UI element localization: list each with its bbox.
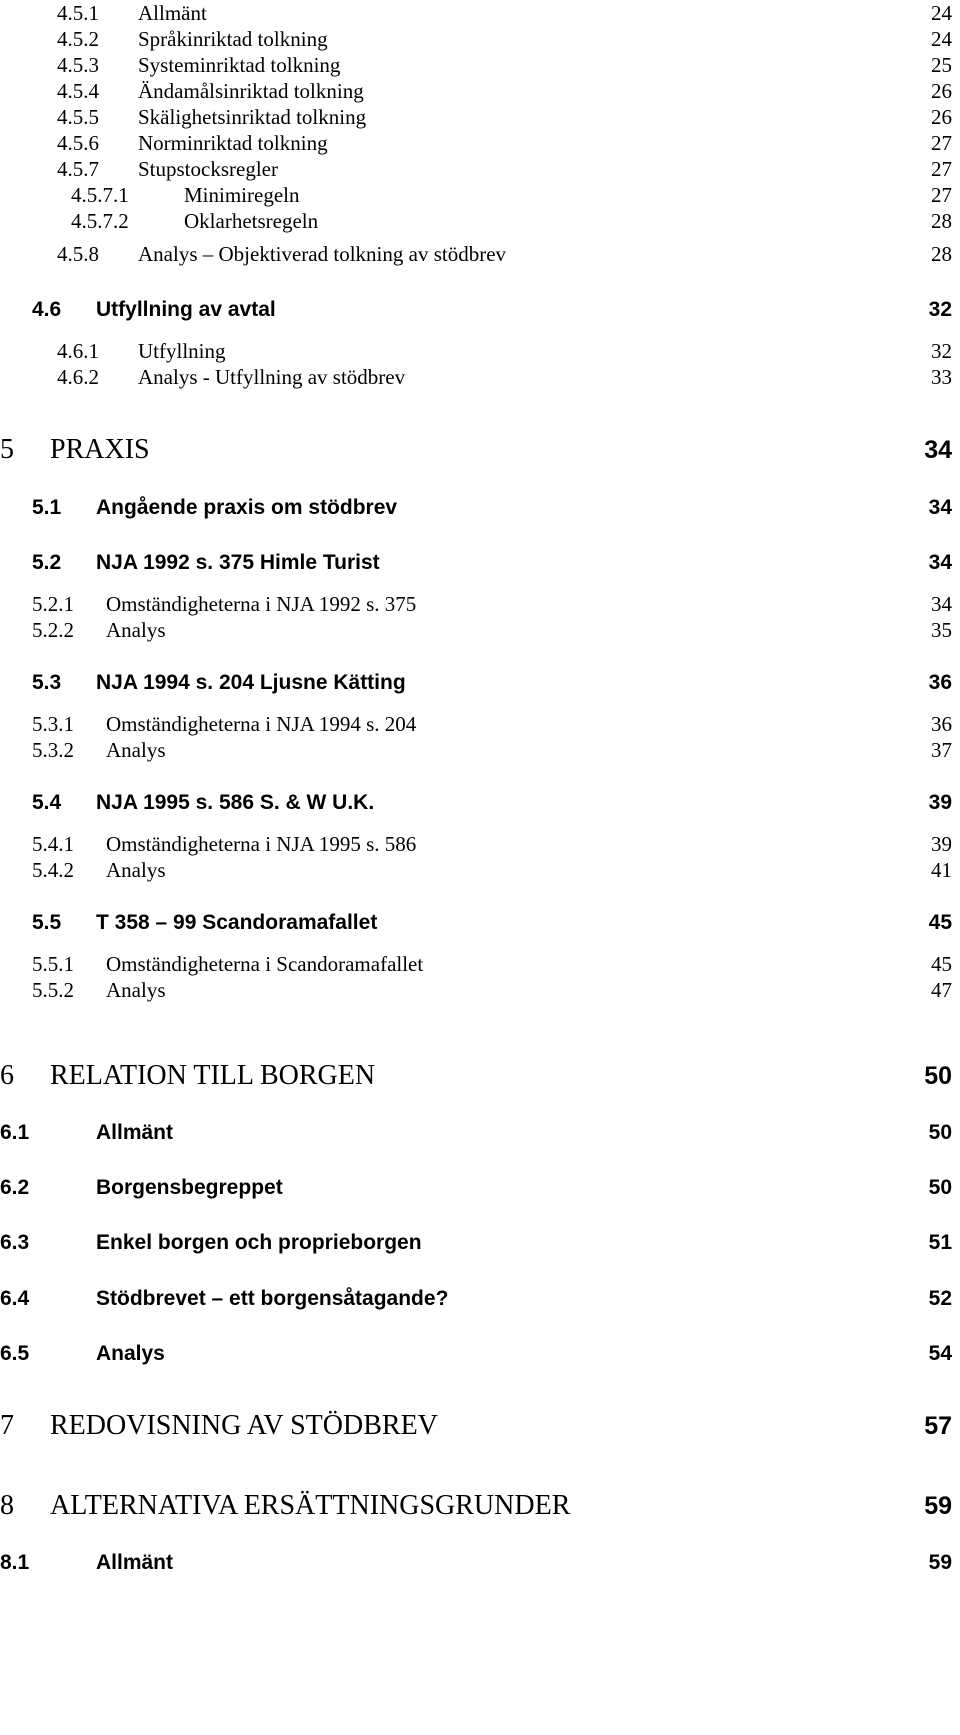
entry-title: Omständigheterna i NJA 1995 s. 586 — [106, 832, 417, 856]
entry-title: Borgensbegreppet — [96, 1176, 283, 1199]
entry-title: Analys - Utfyllning av stödbrev — [138, 365, 406, 389]
entry-number: 4.5.5 — [57, 105, 99, 129]
chapter-number: 5 — [0, 434, 14, 465]
entry-title: Språkinriktad tolkning — [138, 27, 328, 51]
entry-page: 45 — [928, 911, 952, 934]
chapter-number: 8 — [0, 1490, 14, 1521]
entry-page: 34 — [928, 496, 952, 519]
chapter-title: RELATION TILL BORGEN — [50, 1060, 376, 1091]
entry-number: 5.2.2 — [32, 618, 74, 642]
entry-page: 59 — [928, 1551, 952, 1574]
entry-page: 35 — [931, 618, 952, 642]
chapter-title: PRAXIS — [50, 434, 150, 465]
entry-page: 39 — [931, 832, 952, 856]
entry-number: 4.5.2 — [57, 27, 99, 51]
entry-number: 4.5.3 — [57, 53, 99, 77]
entry-number: 4.6 — [32, 298, 62, 321]
entry-number: 4.5.6 — [57, 131, 99, 155]
entry-number: 6.2 — [0, 1176, 30, 1199]
entry-title: Norminriktad tolkning — [138, 131, 328, 155]
entry-number: 5.3.1 — [32, 712, 74, 736]
entry-title: Analys – Objektiverad tolkning av stödbrev — [138, 242, 507, 266]
entry-page: 54 — [928, 1342, 952, 1365]
entry-number: 5.2.1 — [32, 592, 74, 616]
chapter-number: 7 — [0, 1410, 14, 1441]
entry-title: Stödbrevet – ett borgensåtagande? — [96, 1287, 449, 1310]
entry-number: 4.5.8 — [57, 242, 99, 266]
entry-title: Oklarhetsregeln — [184, 209, 319, 233]
entry-title: Analys — [106, 858, 166, 882]
entry-number: 5.5 — [32, 911, 62, 934]
entry-page: 50 — [928, 1176, 952, 1199]
entry-page: 27 — [931, 183, 952, 207]
entry-page: 41 — [931, 858, 952, 882]
entry-title: Minimiregeln — [184, 183, 300, 207]
entry-page: 45 — [931, 952, 952, 976]
entry-title: Stupstocksregler — [138, 157, 278, 181]
entry-number: 4.5.7.2 — [71, 209, 129, 233]
entry-title: T 358 – 99 Scandoramafallet — [96, 911, 378, 934]
entry-page: 28 — [931, 242, 952, 266]
entry-number: 4.5.1 — [57, 1, 99, 25]
entry-number: 4.6.1 — [57, 339, 99, 363]
entry-title: Analys — [106, 618, 166, 642]
entry-page: 47 — [931, 978, 952, 1002]
entry-number: 5.2 — [32, 551, 62, 574]
entry-number: 8.1 — [0, 1551, 30, 1574]
entry-title: Omständigheterna i Scandoramafallet — [106, 952, 424, 976]
entry-page: 32 — [928, 298, 952, 321]
entry-number: 5.5.1 — [32, 952, 74, 976]
entry-page: 50 — [928, 1121, 952, 1144]
entry-page: 27 — [931, 131, 952, 155]
entry-title: Allmänt — [138, 1, 207, 25]
entry-page: 24 — [931, 1, 952, 25]
entry-title: NJA 1994 s. 204 Ljusne Kätting — [96, 671, 406, 694]
entry-page: 39 — [928, 791, 952, 814]
entry-title: Omständigheterna i NJA 1994 s. 204 — [106, 712, 417, 736]
entry-number: 6.3 — [0, 1231, 30, 1254]
entry-title: Analys — [96, 1342, 165, 1365]
entry-page: 36 — [931, 712, 952, 736]
entry-page: 52 — [928, 1287, 952, 1310]
entry-number: 5.4 — [32, 791, 62, 814]
entry-page: 26 — [931, 105, 952, 129]
entry-number: 5.5.2 — [32, 978, 74, 1002]
entry-title: NJA 1995 s. 586 S. & W U.K. — [96, 791, 375, 814]
entry-title: Angående praxis om stödbrev — [96, 496, 398, 519]
entry-page: 25 — [931, 53, 952, 77]
entry-number: 4.5.7.1 — [71, 183, 129, 207]
entry-number: 4.5.7 — [57, 157, 99, 181]
entry-page: 33 — [931, 365, 952, 389]
chapter-page: 57 — [924, 1412, 952, 1440]
entry-page: 34 — [931, 592, 952, 616]
entry-number: 4.5.4 — [57, 79, 99, 103]
chapter-number: 6 — [0, 1060, 14, 1091]
entry-title: Skälighetsinriktad tolkning — [138, 105, 367, 129]
entry-title: Omständigheterna i NJA 1992 s. 375 — [106, 592, 417, 616]
entry-page: 34 — [928, 551, 952, 574]
entry-title: Ändamålsinriktad tolkning — [138, 79, 364, 103]
entry-number: 6.1 — [0, 1121, 30, 1144]
entry-title: Analys — [106, 738, 166, 762]
entry-title: Analys — [106, 978, 166, 1002]
entry-number: 6.5 — [0, 1342, 30, 1365]
entry-page: 51 — [928, 1231, 952, 1254]
entry-title: Allmänt — [96, 1551, 174, 1574]
chapter-page: 59 — [924, 1492, 952, 1520]
entry-number: 5.4.1 — [32, 832, 74, 856]
entry-title: Systeminriktad tolkning — [138, 53, 341, 77]
entry-page: 28 — [931, 209, 952, 233]
entry-title: Utfyllning av avtal — [96, 298, 276, 321]
entry-page: 36 — [928, 671, 952, 694]
chapter-page: 34 — [924, 436, 952, 464]
entry-number: 4.6.2 — [57, 365, 99, 389]
entry-page: 32 — [931, 339, 952, 363]
chapter-title: REDOVISNING AV STÖDBREV — [50, 1410, 438, 1441]
entry-number: 5.4.2 — [32, 858, 74, 882]
entry-page: 24 — [931, 27, 952, 51]
entry-number: 5.3.2 — [32, 738, 74, 762]
chapter-title: ALTERNATIVA ERSÄTTNINGSGRUNDER — [50, 1490, 571, 1521]
entry-page: 26 — [931, 79, 952, 103]
entry-title: NJA 1992 s. 375 Himle Turist — [96, 551, 380, 574]
entry-title: Enkel borgen och proprieborgen — [96, 1231, 422, 1254]
entry-number: 6.4 — [0, 1287, 30, 1310]
entry-title: Allmänt — [96, 1121, 174, 1144]
chapter-page: 50 — [924, 1062, 952, 1090]
entry-page: 27 — [931, 157, 952, 181]
entry-number: 5.3 — [32, 671, 62, 694]
entry-page: 37 — [931, 738, 952, 762]
entry-number: 5.1 — [32, 496, 62, 519]
entry-title: Utfyllning — [138, 339, 226, 363]
